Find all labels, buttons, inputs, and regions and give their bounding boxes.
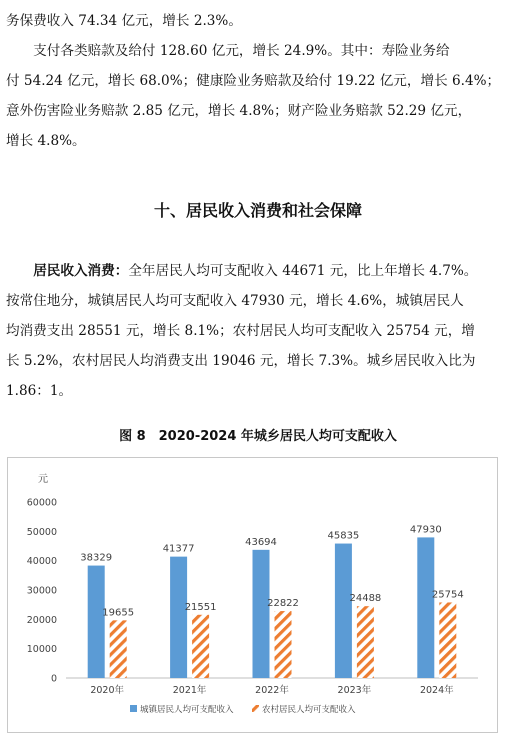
text-line	[6, 256, 506, 286]
y-tick-label: 60000	[26, 497, 57, 509]
bar-urban	[170, 557, 187, 678]
text-line: 长 5.2%，农村居民人均消费支出 19046 元，增长 7.3%。城乡居民收入比为	[6, 353, 476, 369]
bar-rural	[275, 611, 292, 678]
bar-rural	[439, 602, 456, 678]
text-line: 意外伤害险业务赔款 2.85 亿元，增长 4.8%；财产险业务赔款 52.29 亿元，	[6, 103, 472, 119]
x-tick-label: 2024年	[419, 685, 454, 696]
bar-urban	[417, 537, 434, 678]
legend-swatch-urban	[130, 705, 137, 712]
legend-label: 农村居民人均可支配收入	[262, 705, 356, 715]
text-line: 增长 4.8%。	[6, 133, 86, 149]
x-tick-label: 2022年	[255, 685, 289, 696]
data-label: 43694	[245, 536, 277, 548]
data-label: 45835	[327, 530, 360, 542]
data-label: 25754	[431, 589, 464, 601]
data-label: 38329	[80, 552, 113, 564]
text-line: 支付各类赔款及给付 128.60 亿元，增长 24.9%。其中：寿险业务给	[6, 43, 450, 59]
x-tick-label: 2021年	[172, 685, 207, 696]
text-line: 1.86：1。	[6, 383, 73, 399]
text-line: 均消费支出 28551 元，增长 8.1%；农村居民人均可支配收入 25754 元，增	[6, 323, 475, 339]
text-line: 按常住地分，城镇居民人均可支配收入 47930 元，增长 4.6%，城镇居民人	[6, 293, 464, 309]
paragraph-income	[6, 256, 506, 406]
x-tick-label: 2023年	[337, 685, 372, 696]
text-line: 务保费收入 74.34 亿元，增长 2.3%。	[6, 13, 242, 29]
bar-rural	[192, 615, 209, 678]
bar-rural	[357, 606, 374, 678]
bar-urban	[253, 550, 270, 678]
y-tick-label: 30000	[26, 585, 57, 597]
legend-swatch-rural	[252, 705, 259, 712]
bar-chart	[8, 458, 497, 732]
y-tick-label: 0	[50, 673, 57, 685]
lead-heading: 居民收入消费：	[33, 263, 129, 279]
y-axis-label: 元	[38, 474, 48, 485]
text-line: 付 54.24 亿元，增长 68.0%；健康险业务赔款及给付 19.22 亿元，增长 6.4%；	[6, 73, 501, 89]
x-tick-label: 2020年	[90, 685, 125, 696]
section-title: 十、居民收入消费和社会保障	[153, 201, 362, 220]
data-label: 21551	[184, 601, 217, 613]
data-label: 19655	[102, 607, 135, 619]
y-tick-label: 10000	[26, 644, 57, 656]
bar-urban	[335, 544, 352, 678]
y-tick-label: 20000	[26, 614, 57, 626]
data-label: 41377	[162, 543, 195, 555]
data-label: 24488	[349, 593, 382, 605]
y-tick-label: 40000	[26, 556, 57, 568]
y-tick-label: 50000	[26, 526, 57, 538]
data-label: 47930	[409, 524, 442, 536]
chart-frame	[7, 457, 498, 733]
paragraph-payouts	[6, 36, 506, 156]
figure-title: 图 8 2020-2024 年城乡居民人均可支配收入	[119, 429, 397, 444]
legend-label: 城镇居民人均可支配收入	[140, 705, 234, 715]
data-label: 22822	[267, 598, 299, 610]
paragraph-premium	[6, 6, 506, 36]
text-span: 全年居民人均可支配收入 44671 元，比上年增长 4.7%。	[128, 263, 478, 279]
bar-urban	[88, 566, 105, 678]
bar-rural	[110, 620, 127, 678]
